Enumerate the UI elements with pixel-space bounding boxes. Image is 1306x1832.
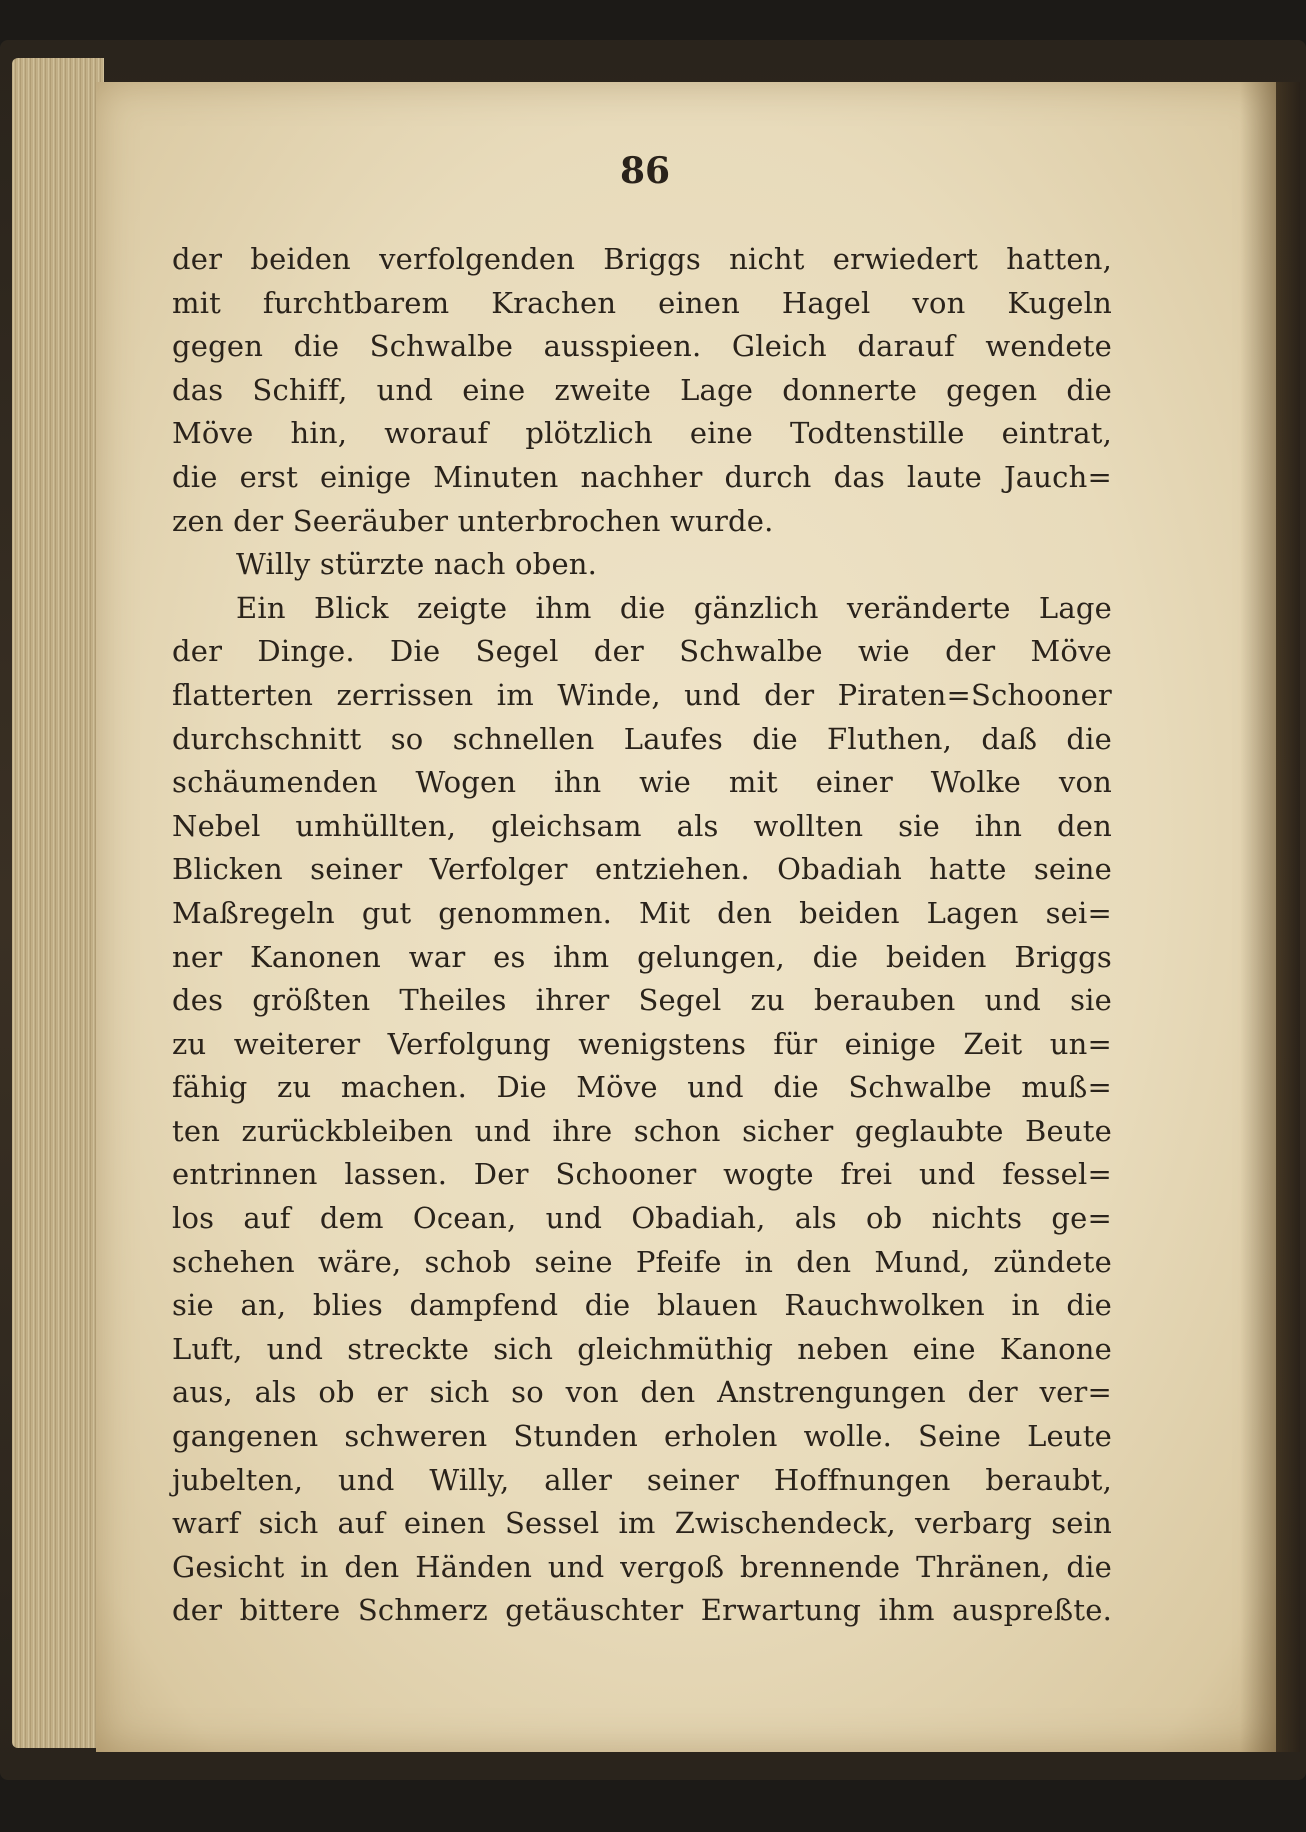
text-line: der Dinge. Die Segel der Schwalbe wie der Möve (172, 634, 1112, 669)
text-line: jubelten, und Willy, aller seiner Hoffnungen beraubt, (172, 1462, 1112, 1497)
page-edges (12, 58, 104, 1748)
text-line: warf sich auf einen Sessel im Zwischendeck, verbarg sein (172, 1506, 1112, 1541)
text-line: die erst einige Minuten nachher durch das laute Jauch= (172, 459, 1112, 494)
text-line: Willy stürzte nach oben. (236, 547, 598, 582)
text-line: des größten Theiles ihrer Segel zu berauben und sie (172, 983, 1112, 1018)
text-line: flatterten zerrissen im Winde, und der Piraten=Schooner (172, 677, 1112, 712)
text-line: sie an, blies dampfend die blauen Rauchwolken in die (172, 1288, 1112, 1323)
text-line: ner Kanonen war es ihm gelungen, die beiden Briggs (172, 939, 1112, 974)
text-line: gangenen schweren Stunden erholen wolle. Seine Leute (172, 1419, 1112, 1454)
text-line: fähig zu machen. Die Möve und die Schwalbe muß= (172, 1070, 1112, 1105)
text-line: gegen die Schwalbe ausspieen. Gleich darauf wendete (172, 329, 1112, 364)
text-line: Maßregeln gut genommen. Mit den beiden Lagen sei= (172, 895, 1112, 930)
text-line: zen der Seeräuber unterbrochen wurde. (172, 503, 774, 538)
text-line: der bittere Schmerz getäuschter Erwartung ihm auspreßte. (172, 1593, 1112, 1628)
page-number: 86 (619, 150, 671, 192)
text-line: entrinnen lassen. Der Schooner wogte frei und fessel= (172, 1157, 1112, 1192)
text-line: schäumenden Wogen ihn wie mit einer Wolke von (172, 765, 1112, 800)
text-line: ten zurückbleiben und ihre schon sicher geglaubte Beute (172, 1113, 1112, 1148)
text-line: aus, als ob er sich so von den Anstrengungen der ver= (172, 1375, 1112, 1410)
text-line: Luft, und streckte sich gleichmüthig neben eine Kanone (172, 1331, 1112, 1366)
body-text (172, 238, 1112, 1633)
text-line: Gesicht in den Händen und vergoß brennende Thränen, die (172, 1549, 1112, 1584)
text-line: Möve hin, worauf plötzlich eine Todtenstille eintrat, (172, 416, 1112, 451)
text-line: das Schiff, und eine zweite Lage donnerte gegen die (172, 372, 1112, 407)
text-line: los auf dem Ocean, und Obadiah, als ob nichts ge= (172, 1201, 1112, 1236)
text-line: zu weiterer Verfolgung wenigstens für einige Zeit un= (172, 1026, 1112, 1061)
text-line: Blicken seiner Verfolger entziehen. Obadiah hatte seine (172, 852, 1112, 887)
gutter-shadow (1240, 82, 1300, 1752)
text-line: Nebel umhüllten, gleichsam als wollten sie ihn den (172, 808, 1112, 843)
text-line: schehen wäre, schob seine Pfeife in den Mund, zündete (172, 1244, 1112, 1279)
text-line: durchschnitt so schnellen Laufes die Fluthen, daß die (172, 721, 1112, 756)
text-line: mit furchtbarem Krachen einen Hagel von Kugeln (172, 285, 1112, 320)
text-line: Ein Blick zeigte ihm die gänzlich veränderte Lage (236, 590, 1112, 625)
text-line: der beiden verfolgenden Briggs nicht erwiedert hatten, (172, 242, 1112, 276)
